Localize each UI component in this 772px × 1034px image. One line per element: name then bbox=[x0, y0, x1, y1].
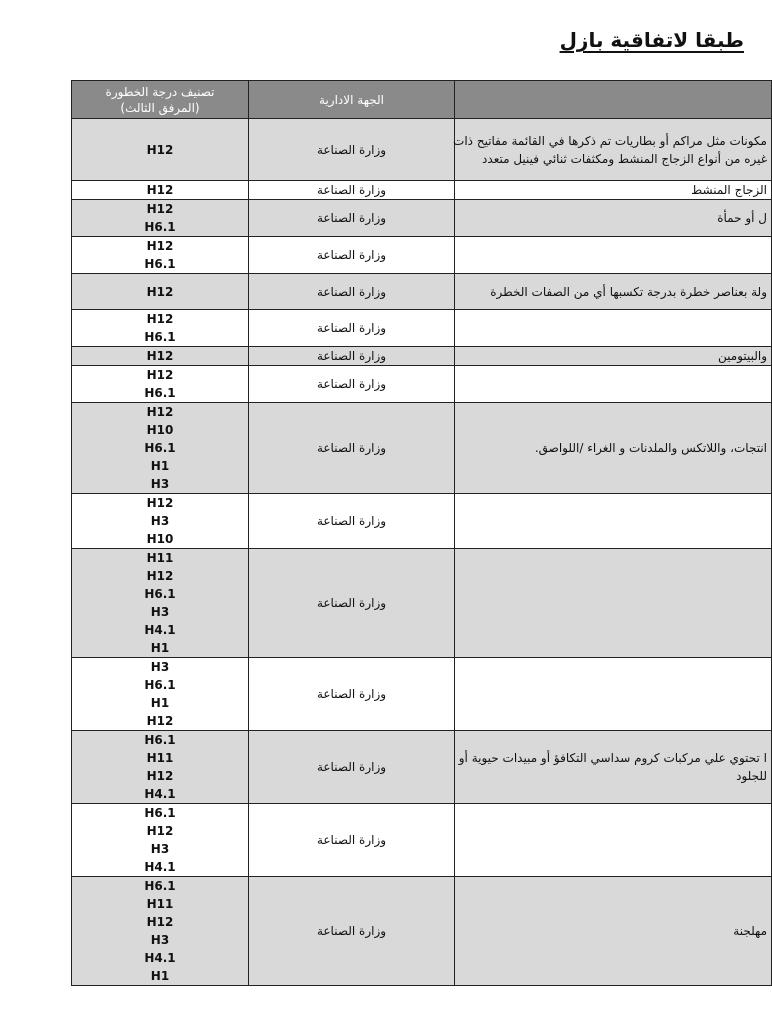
authority-cell: وزارة الصناعة bbox=[249, 403, 455, 494]
description-line: ولة بعناصر خطرة بدرجة تكسبها أي من الصفات الخطرة bbox=[490, 284, 767, 299]
authority-cell: وزارة الصناعة bbox=[249, 658, 455, 731]
table-row bbox=[72, 200, 772, 237]
hazard-code: H12 bbox=[146, 312, 174, 326]
authority-cell: وزارة الصناعة bbox=[249, 181, 455, 200]
header-authority: الجهة الادارية bbox=[249, 81, 455, 119]
hazard-code: H4.1 bbox=[144, 623, 176, 637]
table-row bbox=[72, 494, 772, 549]
description-cell bbox=[455, 237, 772, 274]
hazard-code: H12 bbox=[146, 239, 174, 253]
description-line: والبيتومين bbox=[717, 349, 767, 363]
hazard-class-cell bbox=[72, 549, 249, 658]
hazard-class-cell bbox=[72, 804, 249, 877]
hazard-class-cell bbox=[72, 877, 249, 986]
page-title: طبقا لاتفاقية بازل bbox=[559, 28, 744, 52]
hazard-code: H10 bbox=[146, 532, 174, 546]
description-cell bbox=[455, 804, 772, 877]
description-cell bbox=[455, 347, 772, 366]
hazard-code: H6.1 bbox=[144, 386, 176, 400]
description-line: ا تحتوي علي مركبات كروم سداسي التكافؤ أو مبيدات حيوية أو bbox=[458, 751, 767, 765]
hazard-code: H1 bbox=[150, 969, 170, 983]
table-header-row bbox=[72, 81, 772, 119]
description-cell bbox=[455, 274, 772, 310]
hazard-code: H10 bbox=[146, 423, 174, 437]
hazard-code: H6.1 bbox=[144, 678, 176, 692]
hazard-code: H6.1 bbox=[144, 806, 176, 820]
description-line: غيره من أنواع الزجاج المنشط ومكثفات ثنائي فينيل متعدد bbox=[482, 151, 767, 166]
description-cell bbox=[455, 181, 772, 200]
header-classification: تصنيف درجة الخطورة (المرفق الثالث) bbox=[72, 81, 249, 119]
table-row bbox=[72, 181, 772, 200]
hazard-class-cell bbox=[72, 347, 249, 366]
hazard-code: H3 bbox=[150, 605, 170, 619]
hazard-code: H12 bbox=[146, 915, 174, 929]
hazard-code: H12 bbox=[146, 202, 174, 216]
description-cell bbox=[455, 310, 772, 347]
table-row bbox=[72, 403, 772, 494]
description-cell bbox=[455, 366, 772, 403]
hazard-class-cell bbox=[72, 310, 249, 347]
hazard-code: H4.1 bbox=[144, 787, 176, 801]
table-row bbox=[72, 366, 772, 403]
hazard-code: H11 bbox=[146, 897, 174, 911]
authority-cell: وزارة الصناعة bbox=[249, 347, 455, 366]
description-cell bbox=[455, 658, 772, 731]
table-row bbox=[72, 310, 772, 347]
hazard-code: H11 bbox=[146, 751, 174, 765]
hazard-code: H6.1 bbox=[144, 733, 176, 747]
hazard-code: H6.1 bbox=[144, 879, 176, 893]
hazard-code: H11 bbox=[146, 551, 174, 565]
hazard-code: H6.1 bbox=[144, 330, 176, 344]
hazard-code: H6.1 bbox=[144, 441, 176, 455]
hazard-code: H6.1 bbox=[144, 220, 176, 234]
description-line: مهلجنة bbox=[733, 924, 767, 938]
hazard-code: H3 bbox=[150, 660, 170, 674]
hazard-code: H12 bbox=[146, 349, 174, 363]
authority-cell: وزارة الصناعة bbox=[249, 119, 455, 181]
hazard-code: H1 bbox=[150, 696, 170, 710]
description-cell bbox=[455, 731, 772, 804]
hazard-code: H6.1 bbox=[144, 587, 176, 601]
hazard-code: H4.1 bbox=[144, 951, 176, 965]
table-row bbox=[72, 877, 772, 986]
hazard-code: H3 bbox=[150, 514, 170, 528]
description-line: مكونات مثل مراكم أو بطاريات تم ذكرها في القائمة مفاتيح ذات bbox=[453, 133, 767, 148]
hazard-code: H12 bbox=[146, 714, 174, 728]
hazard-code: H3 bbox=[150, 477, 170, 491]
table-body bbox=[72, 119, 772, 986]
hazard-code: H12 bbox=[146, 183, 174, 197]
hazard-class-cell bbox=[72, 119, 249, 181]
hazard-code: H12 bbox=[146, 284, 174, 299]
hazard-code: H12 bbox=[146, 769, 174, 783]
hazard-class-cell bbox=[72, 366, 249, 403]
description-cell bbox=[455, 549, 772, 658]
description-line: الزجاج المنشط bbox=[691, 183, 767, 197]
description-line: انتجات، واللاتكس والملدنات و الغراء /اللواصق. bbox=[534, 441, 767, 455]
description-cell bbox=[455, 403, 772, 494]
hazard-class-cell bbox=[72, 658, 249, 731]
hazard-class-cell bbox=[72, 403, 249, 494]
authority-cell: وزارة الصناعة bbox=[249, 549, 455, 658]
table-row bbox=[72, 347, 772, 366]
hazard-code: H12 bbox=[146, 824, 174, 838]
hazard-code: H1 bbox=[150, 459, 170, 473]
hazard-code: H12 bbox=[146, 569, 174, 583]
authority-cell: وزارة الصناعة bbox=[249, 731, 455, 804]
authority-cell: وزارة الصناعة bbox=[249, 804, 455, 877]
authority-cell: وزارة الصناعة bbox=[249, 274, 455, 310]
hazard-class-cell bbox=[72, 181, 249, 200]
authority-cell: وزارة الصناعة bbox=[249, 877, 455, 986]
table-row bbox=[72, 237, 772, 274]
table-row bbox=[72, 731, 772, 804]
hazard-code: H3 bbox=[150, 842, 170, 856]
description-cell bbox=[455, 200, 772, 237]
description-cell bbox=[455, 119, 772, 181]
authority-cell: وزارة الصناعة bbox=[249, 494, 455, 549]
table-row bbox=[72, 549, 772, 658]
table-row bbox=[72, 658, 772, 731]
hazard-code: H1 bbox=[150, 641, 170, 655]
table-row bbox=[72, 274, 772, 310]
hazard-code: H12 bbox=[146, 405, 174, 419]
waste-classification-table bbox=[71, 80, 772, 986]
hazard-code: H4.1 bbox=[144, 860, 176, 874]
description-line: للجلود bbox=[736, 769, 767, 783]
description-cell bbox=[455, 877, 772, 986]
header-description bbox=[455, 81, 772, 119]
authority-cell: وزارة الصناعة bbox=[249, 200, 455, 237]
hazard-class-cell bbox=[72, 200, 249, 237]
hazard-code: H12 bbox=[146, 142, 174, 157]
description-cell bbox=[455, 494, 772, 549]
authority-cell: وزارة الصناعة bbox=[249, 366, 455, 403]
hazard-class-cell bbox=[72, 274, 249, 310]
hazard-class-cell bbox=[72, 237, 249, 274]
hazard-class-cell bbox=[72, 731, 249, 804]
description-line: ل أو حمأة bbox=[717, 211, 767, 225]
authority-cell: وزارة الصناعة bbox=[249, 237, 455, 274]
hazard-code: H6.1 bbox=[144, 257, 176, 271]
authority-cell: وزارة الصناعة bbox=[249, 310, 455, 347]
hazard-code: H12 bbox=[146, 368, 174, 382]
hazard-class-cell bbox=[72, 494, 249, 549]
table-row bbox=[72, 804, 772, 877]
hazard-code: H3 bbox=[150, 933, 170, 947]
table-row bbox=[72, 119, 772, 181]
hazard-code: H12 bbox=[146, 496, 174, 510]
